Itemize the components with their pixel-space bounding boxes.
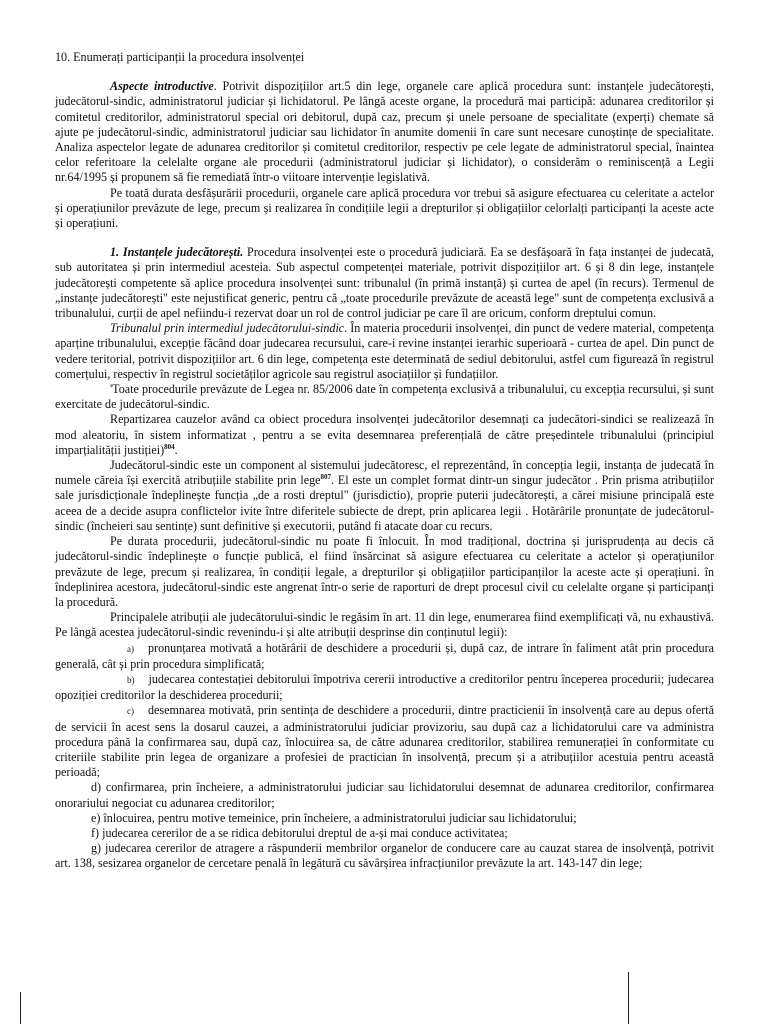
paragraph-judge: [55, 458, 714, 534]
tribunal-lead: Tribunalul prin intermediul judecătorului-sindic: [110, 321, 345, 336]
margin-line-left: [20, 992, 21, 1024]
footnote-ref: 804: [164, 442, 175, 451]
list-item: [55, 641, 714, 672]
list-marker: b): [127, 674, 135, 685]
list-item: [55, 703, 714, 780]
section-1-paragraph: [55, 245, 714, 321]
list-item: d) confirmarea, prin încheiere, a administratorului judiciar sau lichidatorului desemnat de adunarea creditorilor, confirmarea onorariului negociat cu adunarea creditorilor;: [55, 780, 714, 810]
list-item-text: desemnarea motivată, prin sentința de deschidere a procedurii, dintre practicienii în insolvență care au depus ofertă de servicii în acest sens la dosarul cauzei, a administratorului judiciar provizoriu, sau după caz a lichidatorului care va administra procedura până la confirmarea sau, după caz, înlocuirea sa, de către adunarea creditorilor, stabilirea remunerației în conformitate cu criteriile stabilite prin legea de organizare a profesiei de practician în insolvență, precum și a atribuțiilor acestuia pentru această perioadă;: [55, 703, 714, 780]
footnote-ref: 807: [320, 473, 332, 482]
margin-line-right: [628, 972, 629, 1024]
paragraph-competence: 'Toate procedurile prevăzute de Legea nr. 85/2006 date în competența exclusivă a tribunalului, cu excepția recursului, și sunt exercitate de judecătorul-sindic.: [55, 382, 714, 412]
intro-lead: Aspecte introductive: [110, 79, 214, 94]
tribunal-text: . În materia procedurii insolvenței, din punct de vedere material, competența aparține tribunalului, excepție făcând doar judecarea recursului, care-i revine instanței ierarhic superioară - curtea de apel. Din punct de vedere teritorial, potrivit dispozițiilor art. 6 din lege, competența este determinată de sediul debitorului, astfel cum figurează în registrul comerțului, respectiv în registrul societăților agricole sau registrul asociațiilor și fundațiilor.: [55, 321, 714, 381]
list-marker: c): [127, 706, 134, 717]
list-item-text: pronunțarea motivată a hotărârii de deschidere a procedurii și, după caz, de intrare în faliment atât prin procedura generală, cât și prin procedura simplificată;: [55, 640, 714, 671]
list-item: e) înlocuirea, pentru motive temeinice, prin încheiere, a administratorului judiciar sau lichidatorului;: [91, 810, 577, 825]
intro-text: . Potrivit dispozițiilor art.5 din lege, organele care aplică procedura sunt: instanțele judecătorești, judecătorul-sindic, administratorul judiciar și lichidatorul. Pe lângă aceste organe, la procedură mai participă: adunarea creditorilor și comitetul creditorilor, administratorul special ori debitorul, după caz, precum și unele persoane de specialitate (experți) chemate să ajute pe judecătorul-sindic, administratorul judiciar sau lichidator în anumite domenii în care sunt necesare cunoștințe de specialitate. Analiza aspectelor legate de adunarea creditorilor și comitetul creditorilor, respectiv pe cele legate de administratorul special, înaintea celor referitoare la celelalte organe ale procedurii (administratorul judiciar și lichidator), o considerăm o reminiscență a Legii nr.64/1995 și propunem să fie remediată într-o viitoare intervenție legislativă.: [55, 79, 714, 185]
list-item: [55, 672, 714, 703]
distribution-end: .: [174, 442, 178, 457]
judge-text-b: . El este un complet format dintr-un singur judecător . Prin prisma atribuțiilor sale jurisdicționale îndeplinește funcția „de a rosti dreptul" (jurisdictio), proprie puterii judecătorești, a cărei misiune principală este aceea de a decide asupra conflictelor ivite între diferitele subiecte de drept, prin aplicarea legii . Hotărârile pronunțate de judecătorul-sindic (încheieri sau sentințe) sunt definitive și executorii, putând fi atacate doar cu recurs.: [55, 473, 714, 533]
section-1-heading: 1. Instanțele judecătorești.: [110, 245, 244, 260]
intro-paragraph: [55, 79, 714, 185]
judge-text-a: Judecătorul-sindic este un component al sistemului judecătoresc, el reprezentând, în concepția legii, instanța de judecată în numele căreia își exercită atribuțiile stabilite prin lege: [55, 458, 714, 488]
tribunal-paragraph: [55, 321, 714, 382]
spacer: [55, 231, 714, 245]
list-item: f) judecarea cererilor de a se ridica debitorului dreptul de a-și mai conduce activitatea;: [91, 825, 508, 840]
distribution-text: Repartizarea cauzelor având ca obiect procedura insolvenței judecătorilor desemnați ca judecători-sindici se realizează în mod aleatoriu, în sistem informatizat , pentru a se evita desemnarea preferențială de către președintele tribunalului (principiul imparțialității justiției): [55, 412, 714, 457]
page-title: 10. Enumerați participanții la procedura insolvenței: [55, 50, 305, 64]
paragraph-attributions: Principalele atribuții ale judecătorului-sindic le regăsim în art. 11 din lege, enumerarea fiind exemplificați vă, nu exhaustivă. Pe lângă acestea judecătorul-sindic revenindu-i și alte atribuții desprinse din conținutul legii):: [55, 610, 714, 640]
paragraph-public-function: Pe durata procedurii, judecătorul-sindic nu poate fi înlocuit. În mod tradițional, doctrina și jurisprudența au decis că judecătorul-sindic îndeplinește o funcție publică, el fiind însărcinat să asigure efectuarea cu celeritate a actelor și operațiunilor prevăzute de lege, precum și realizarea, în condiții legale, a drepturilor și obligațiilor participanților la aceste acte și operațiuni. în îndeplinirea acestora, judecătorul-sindic este angrenat într-o serie de raporturi de drept procesul civil cu celelalte organe și participanți la procedură.: [55, 534, 714, 609]
paragraph-distribution: [55, 412, 714, 458]
section-1-text: Procedura insolvenței este o procedură judiciară. Ea se desfășoară în fața instanței de judecată, sub autoritatea și prin intermediul acesteia. Sub aspectul competenței materiale, potrivit dispozițiilor art. 6 și 8 din lege, instanțele judecătorești competente să aplice procedura insolvenței sunt: tribunalul (în primă instanță) și curtea de apel (în recurs). Termenul de „instanțe judecătorești" este nejustificat generic, pentru că „toate procedurile prevăzute de această lege" sunt de competența exclusivă a tribunalului, curții de apel nefiindu-i rezervat doar un rol de control judiciar pe care îl are oricum, conform dreptului comun.: [55, 245, 714, 321]
list-item: g) judecarea cererilor de atragere a răspunderii membrilor organelor de conducere care au cauzat starea de insolvență, potrivit art. 138, sesizarea organelor de cercetare penală în legătură cu săvârșirea infracțiunilor prevăzute la art. 143-147 din lege;: [55, 841, 714, 871]
list-item-text: judecarea contestației debitorului împotriva cererii introductive a creditorilor pentru începerea procedurii; judecarea opoziției creditorilor la deschiderea procedurii;: [55, 671, 714, 703]
paragraph-duration: Pe toată durata desfășurării procedurii, organele care aplică procedura vor trebui să asigure efectuarea cu celeritate a actelor și operațiunilor prevăzute de lege, precum și realizarea în condițiile legii a drepturilor și obligațiilor celorlalți participanți la aceste acte și operațiuni.: [55, 185, 714, 231]
list-marker: a): [127, 643, 134, 654]
